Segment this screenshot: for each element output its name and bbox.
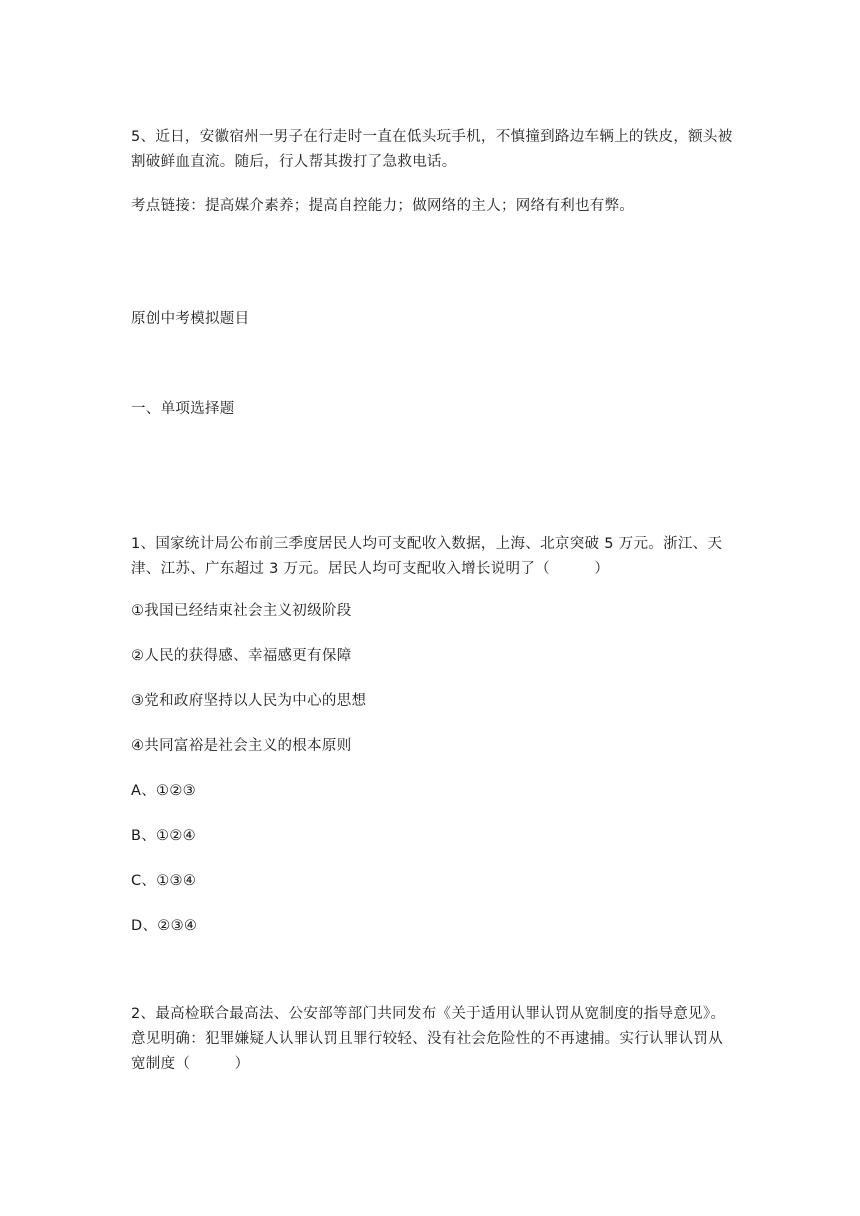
section-title: 原创中考模拟题目 (131, 311, 250, 327)
question-5-topic-link: 考点链接：提高媒介素养；提高自控能力；做网络的主人；网络有利也有弊。 (131, 198, 635, 214)
question-1-item: ①我国已经结束社会主义初级阶段 (131, 603, 352, 619)
question-1-option-a: A、①②③ (131, 783, 196, 799)
question-1-option-c: C、①③④ (131, 873, 197, 889)
part-title: 一、单项选择题 (131, 401, 235, 417)
question-1-option-b: B、①②④ (131, 828, 196, 844)
question-1-stem: 1、国家统计局公布前三季度居民人均可支配收入数据，上海、北京突破 5 万元。浙江、天津、江苏、广东超过 3 万元。居民人均可支配收入增长说明了（ ） (131, 536, 723, 577)
question-1-item: ②人民的获得感、幸福感更有保障 (131, 648, 352, 664)
question-2-stem: 2、最高检联合最高法、公安部等部门共同发布《关于适用认罪认罚从宽制度的指导意见》。意见明确：犯罪嫌疑人认罪认罚且罪行较轻、没有社会危险性的不再逮捕。实行认罪认罚从宽制度（ ） (131, 1006, 726, 1072)
question-5-text: 5、近日，安徽宿州一男子在行走时一直在低头玩手机，不慎撞到路边车辆上的铁皮，额头被割破鲜血直流。随后，行人帮其拨打了急救电话。 (131, 129, 733, 170)
question-1-option-d: D、②③④ (131, 918, 198, 934)
question-1-item: ④共同富裕是社会主义的根本原则 (131, 738, 352, 754)
question-1-item: ③党和政府坚持以人民为中心的思想 (131, 693, 367, 709)
